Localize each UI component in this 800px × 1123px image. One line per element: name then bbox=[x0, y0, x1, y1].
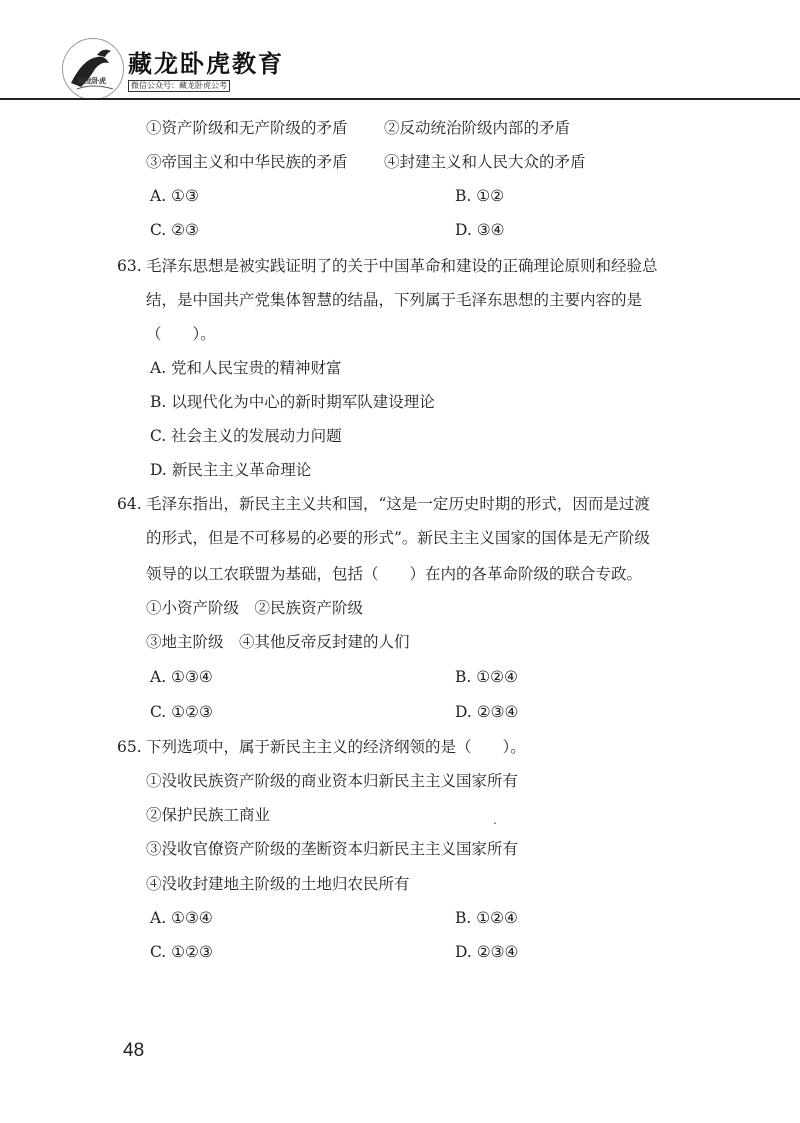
q65-stem: 下列选项中，属于新民主主义的经济纲领的是（ ）。 bbox=[146, 738, 526, 756]
q64-option-c: C. ①②③ bbox=[150, 703, 213, 721]
q63-option-a: A. 党和人民宝贵的精神财富 bbox=[150, 359, 342, 377]
q64-item-line-2: ③地主阶级 ④其他反帝反封建的人们 bbox=[146, 633, 410, 651]
q64-stem-line-2: 的形式，但是不可移易的必要的形式”。新民主主义国家的国体是无产阶级 bbox=[146, 529, 650, 547]
q65-item-2: ②保护民族工商业 bbox=[146, 806, 271, 824]
q65-item-4: ④没收封建地主阶级的土地归农民所有 bbox=[146, 875, 410, 893]
q62-option-a: A. ①③ bbox=[150, 187, 199, 205]
q63-option-c: C. 社会主义的发展动力问题 bbox=[150, 427, 342, 445]
header-rule bbox=[0, 98, 800, 100]
brand-title: 藏龙卧虎教育 bbox=[128, 50, 284, 78]
q63-number: 63. bbox=[117, 257, 142, 275]
q64-number: 64. bbox=[117, 495, 142, 513]
q63-stem-line-2: 结，是中国共产党集体智慧的结晶，下列属于毛泽东思想的主要内容的是 bbox=[146, 291, 643, 309]
q64-option-d: D. ②③④ bbox=[455, 703, 519, 721]
q65-number: 65. bbox=[117, 738, 142, 756]
brand-subtitle: 微信公众号：藏龙卧虎公考 bbox=[128, 80, 230, 92]
page-header bbox=[0, 0, 800, 100]
q65-option-a: A. ①③④ bbox=[150, 909, 213, 927]
q62-item-1: ①资产阶级和无产阶级的矛盾 bbox=[146, 119, 348, 137]
q65-item-3: ③没收官僚资产阶级的垄断资本归新民主主义国家所有 bbox=[146, 840, 519, 858]
q64-stem-line-1: 毛泽东指出，新民主主义共和国，“这是一定历史时期的形式，因而是过渡 bbox=[146, 495, 650, 513]
stray-dot: . bbox=[493, 813, 497, 827]
q62-option-d: D. ③④ bbox=[455, 221, 505, 239]
q64-option-b: B. ①②④ bbox=[455, 668, 518, 686]
q65-option-c: C. ①②③ bbox=[150, 943, 213, 961]
q63-option-b: B. 以现代化为中心的新时期军队建设理论 bbox=[150, 393, 435, 411]
q62-item-4: ④封建主义和人民大众的矛盾 bbox=[384, 153, 586, 171]
logo-caption: 藏龙卧虎 bbox=[78, 77, 106, 85]
q65-option-b: B. ①②④ bbox=[455, 909, 518, 927]
q62-option-c: C. ②③ bbox=[150, 221, 199, 239]
q62-item-2: ②反动统治阶级内部的矛盾 bbox=[384, 119, 571, 137]
page-number: 48 bbox=[123, 1040, 145, 1061]
q63-stem-line-1: 毛泽东思想是被实践证明了的关于中国革命和建设的正确理论原则和经验总 bbox=[146, 257, 658, 275]
q62-item-3: ③帝国主义和中华民族的矛盾 bbox=[146, 153, 348, 171]
q62-option-b: B. ①② bbox=[455, 187, 505, 205]
q64-item-line-1: ①小资产阶级 ②民族资产阶级 bbox=[146, 599, 364, 617]
q63-stem-line-3: （ ）。 bbox=[146, 325, 216, 343]
q64-option-a: A. ①③④ bbox=[150, 668, 213, 686]
q65-option-d: D. ②③④ bbox=[455, 943, 519, 961]
logo-icon bbox=[62, 38, 124, 100]
q65-item-1: ①没收民族资产阶级的商业资本归新民主主义国家所有 bbox=[146, 772, 519, 790]
q63-option-d: D. 新民主主义革命理论 bbox=[150, 461, 312, 479]
q64-stem-line-3: 领导的以工农联盟为基础，包括（ ）在内的各革命阶级的联合专政。 bbox=[146, 565, 643, 583]
